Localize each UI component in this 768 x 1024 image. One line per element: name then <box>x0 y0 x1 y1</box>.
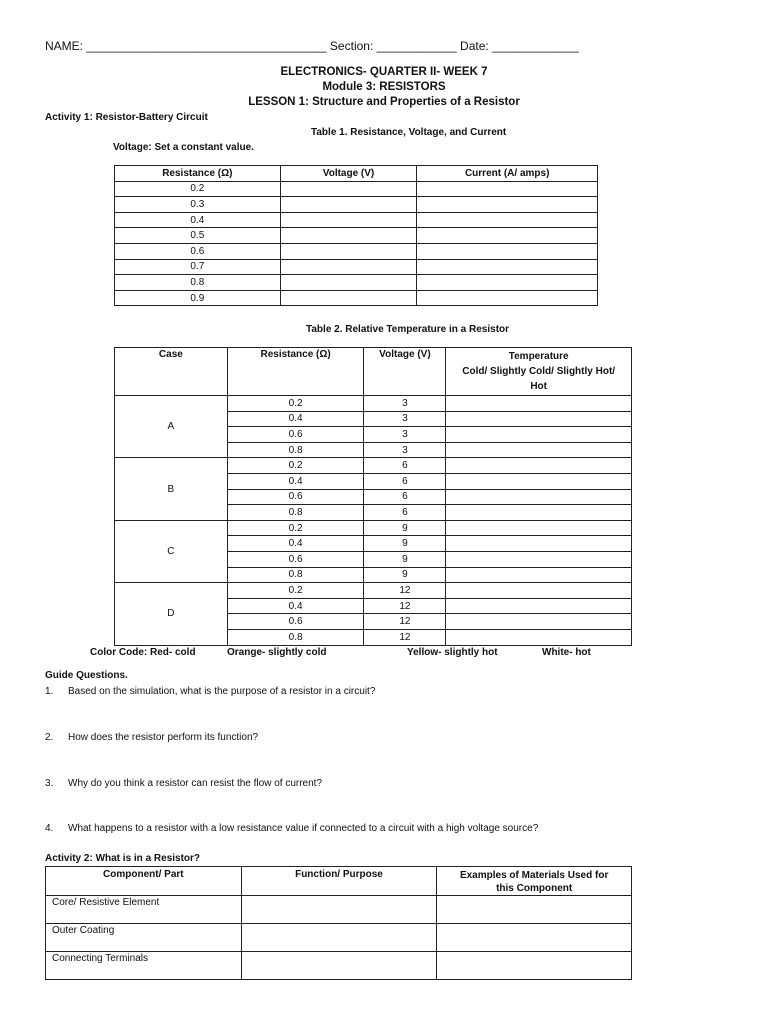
color-code-white: White- hot <box>542 647 591 658</box>
table-row <box>115 583 632 599</box>
guide-question-3 <box>45 778 322 789</box>
materials-header-line1: Examples of Materials Used for <box>459 870 609 881</box>
table-row <box>115 228 598 244</box>
table-row <box>115 520 632 536</box>
table1 <box>114 165 598 306</box>
table2 <box>114 347 632 646</box>
color-code-yellow: Yellow- slightly hot <box>407 647 498 658</box>
case-cell: C <box>115 520 228 582</box>
table2-header-resistance: Resistance (Ω) <box>227 348 364 396</box>
resistance-cell: 0.4 <box>115 212 281 228</box>
function-input-cell[interactable] <box>241 952 437 980</box>
table-row <box>46 896 632 924</box>
table1-header-voltage: Voltage (V) <box>280 166 417 182</box>
resistance-cell: 0.2 <box>115 181 281 197</box>
temperature-input-cell[interactable] <box>446 411 632 427</box>
table1-header-resistance: Resistance (Ω) <box>115 166 281 182</box>
voltage-input-cell[interactable] <box>280 181 417 197</box>
voltage-cell: 3 <box>364 427 446 443</box>
question-number: 1. <box>45 686 54 697</box>
voltage-cell: 9 <box>364 551 446 567</box>
table2-header-voltage: Voltage (V) <box>364 348 446 396</box>
resistance-cell: 0.4 <box>227 536 364 552</box>
temperature-input-cell[interactable] <box>446 583 632 599</box>
table-row <box>115 290 598 306</box>
table2-header-temperature <box>446 348 632 396</box>
table2-title: Table 2. Relative Temperature in a Resistor <box>306 324 510 335</box>
voltage-input-cell[interactable] <box>280 228 417 244</box>
table-row <box>115 243 598 259</box>
case-cell: A <box>115 396 228 458</box>
component-cell: Core/ Resistive Element <box>46 896 242 924</box>
current-input-cell[interactable] <box>417 212 598 228</box>
voltage-note: Voltage: Set a constant value. <box>113 142 254 153</box>
resistance-cell: 0.6 <box>227 551 364 567</box>
voltage-cell: 6 <box>364 473 446 489</box>
table-row <box>46 924 632 952</box>
temperature-input-cell[interactable] <box>446 473 632 489</box>
temperature-input-cell[interactable] <box>446 396 632 412</box>
resistance-cell: 0.4 <box>227 411 364 427</box>
voltage-input-cell[interactable] <box>280 275 417 291</box>
temperature-input-cell[interactable] <box>446 442 632 458</box>
voltage-input-cell[interactable] <box>280 212 417 228</box>
resistance-cell: 0.8 <box>227 567 364 583</box>
current-input-cell[interactable] <box>417 259 598 275</box>
table3-header-component: Component/ Part <box>46 867 242 896</box>
guide-question-1 <box>45 686 375 697</box>
table-row <box>115 458 632 474</box>
table3 <box>45 866 632 980</box>
materials-input-cell[interactable] <box>437 924 632 952</box>
guide-question-4 <box>45 823 538 834</box>
lesson-title: LESSON 1: Structure and Properties of a Resistor <box>248 96 520 108</box>
resistance-cell: 0.8 <box>227 505 364 521</box>
table1-header-current: Current (A/ amps) <box>417 166 598 182</box>
voltage-cell: 6 <box>364 505 446 521</box>
guide-title: Guide Questions. <box>45 670 128 681</box>
temperature-input-cell[interactable] <box>446 536 632 552</box>
activity1-title: Activity 1: Resistor-Battery Circuit <box>45 112 208 123</box>
voltage-input-cell[interactable] <box>280 290 417 306</box>
current-input-cell[interactable] <box>417 197 598 213</box>
current-input-cell[interactable] <box>417 290 598 306</box>
voltage-cell: 6 <box>364 489 446 505</box>
table-row <box>46 952 632 980</box>
table-row <box>115 181 598 197</box>
function-input-cell[interactable] <box>241 924 437 952</box>
voltage-cell: 12 <box>364 583 446 599</box>
guide-question-2 <box>45 732 258 743</box>
temperature-label: Temperature <box>508 351 569 362</box>
current-input-cell[interactable] <box>417 275 598 291</box>
activity2-title: Activity 2: What is in a Resistor? <box>45 853 201 864</box>
resistance-cell: 0.6 <box>227 489 364 505</box>
component-cell: Connecting Terminals <box>46 952 242 980</box>
resistance-cell: 0.2 <box>227 583 364 599</box>
resistance-cell: 0.8 <box>115 275 281 291</box>
temperature-input-cell[interactable] <box>446 551 632 567</box>
resistance-cell: 0.4 <box>227 598 364 614</box>
temperature-options: Cold/ Slightly Cold/ Slightly Hot/ <box>462 366 616 377</box>
resistance-cell: 0.9 <box>115 290 281 306</box>
table-row <box>115 275 598 291</box>
voltage-cell: 3 <box>364 442 446 458</box>
resistance-cell: 0.6 <box>227 427 364 443</box>
temperature-input-cell[interactable] <box>446 505 632 521</box>
temperature-input-cell[interactable] <box>446 458 632 474</box>
resistance-cell: 0.2 <box>227 520 364 536</box>
voltage-cell: 3 <box>364 396 446 412</box>
resistance-cell: 0.3 <box>115 197 281 213</box>
voltage-input-cell[interactable] <box>280 243 417 259</box>
table-row <box>115 259 598 275</box>
component-cell: Outer Coating <box>46 924 242 952</box>
question-text: What happens to a resistor with a low resistance value if connected to a circuit with a high voltage source? <box>68 823 539 834</box>
voltage-cell: 9 <box>364 567 446 583</box>
resistance-cell: 0.7 <box>115 259 281 275</box>
voltage-cell: 6 <box>364 458 446 474</box>
voltage-input-cell[interactable] <box>280 197 417 213</box>
function-input-cell[interactable] <box>241 896 437 924</box>
materials-input-cell[interactable] <box>437 952 632 980</box>
temperature-options-last: Hot <box>530 381 547 392</box>
question-number: 3. <box>45 778 54 789</box>
resistance-cell: 0.5 <box>115 228 281 244</box>
table3-header-function: Function/ Purpose <box>241 867 437 896</box>
resistance-cell: 0.8 <box>227 629 364 645</box>
voltage-cell: 12 <box>364 629 446 645</box>
voltage-cell: 9 <box>364 536 446 552</box>
temperature-input-cell[interactable] <box>446 567 632 583</box>
temperature-input-cell[interactable] <box>446 489 632 505</box>
course-title: ELECTRONICS- QUARTER II- WEEK 7 <box>280 66 488 78</box>
question-text: How does the resistor perform its function? <box>68 732 259 743</box>
current-input-cell[interactable] <box>417 243 598 259</box>
table-row <box>115 396 632 412</box>
voltage-cell: 12 <box>364 598 446 614</box>
materials-input-cell[interactable] <box>437 896 632 924</box>
table3-header-materials <box>437 867 632 896</box>
temperature-input-cell[interactable] <box>446 427 632 443</box>
resistance-cell: 0.6 <box>115 243 281 259</box>
question-text: Based on the simulation, what is the purpose of a resistor in a circuit? <box>68 686 376 697</box>
voltage-cell: 9 <box>364 520 446 536</box>
table-row <box>115 212 598 228</box>
resistance-cell: 0.4 <box>227 473 364 489</box>
case-cell: B <box>115 458 228 520</box>
current-input-cell[interactable] <box>417 181 598 197</box>
voltage-cell: 12 <box>364 614 446 630</box>
resistance-cell: 0.8 <box>227 442 364 458</box>
materials-header-line2: this Component <box>496 883 573 894</box>
resistance-cell: 0.2 <box>227 458 364 474</box>
voltage-input-cell[interactable] <box>280 259 417 275</box>
temperature-input-cell[interactable] <box>446 614 632 630</box>
color-code-orange: Orange- slightly cold <box>227 647 327 658</box>
question-text: Why do you think a resistor can resist the flow of current? <box>68 778 322 789</box>
module-title: Module 3: RESISTORS <box>322 81 446 93</box>
table1-title: Table 1. Resistance, Voltage, and Current <box>311 127 507 138</box>
name-section-date-line: NAME: ____________________________________ Section: ____________ Date: _____________ <box>45 39 579 53</box>
current-input-cell[interactable] <box>417 228 598 244</box>
color-code-red: Color Code: Red- cold <box>90 647 196 658</box>
temperature-input-cell[interactable] <box>446 629 632 645</box>
question-number: 2. <box>45 732 54 743</box>
temperature-input-cell[interactable] <box>446 598 632 614</box>
resistance-cell: 0.2 <box>227 396 364 412</box>
case-cell: D <box>115 583 228 645</box>
temperature-input-cell[interactable] <box>446 520 632 536</box>
table2-header-case: Case <box>115 348 228 396</box>
voltage-cell: 3 <box>364 411 446 427</box>
table-row <box>115 197 598 213</box>
question-number: 4. <box>45 823 54 834</box>
resistance-cell: 0.6 <box>227 614 364 630</box>
